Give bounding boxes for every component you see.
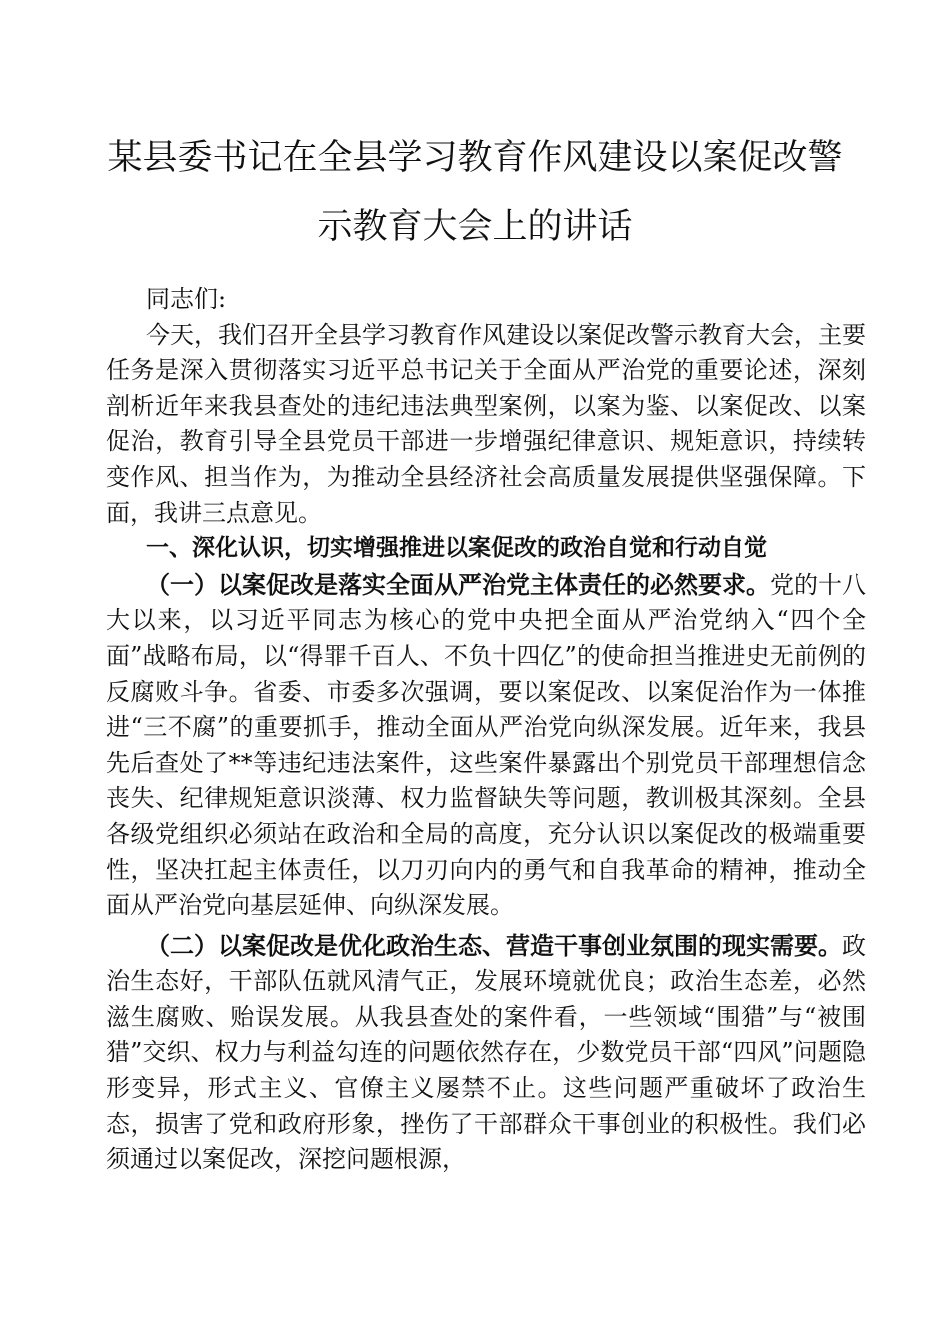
subsection-lead-2: （二）以案促改是优化政治生态、营造干事创业氛围的现实需要。 xyxy=(146,930,842,960)
subsection-paragraph-2 xyxy=(106,928,866,1178)
document-body xyxy=(106,282,866,1178)
document-title-line-1: 某县委书记在全县学习教育作风建设以案促改警 xyxy=(107,138,843,178)
section-heading-1: 一、深化认识，切实增强推进以案促改的政治自觉和行动自觉 xyxy=(146,535,767,562)
subsection-paragraph-1 xyxy=(106,567,866,924)
subsection-text-2: 政治生态好，干部队伍就风清气正，发展环境就优良；政治生态差，必然滋生腐败、贻误发展。从我县查处的案件看，一些领域“围猎”与“被围猎”交织、权力与利益勾连的问题依然存在，少数党员干部“四风”问题隐形变异，形式主义、官僚主义屡禁不止。这些问题严重破坏了政治生态，损害了党和政府形象，挫伤了干部群众干事创业的积极性。我们必须通过以案促改，深挖问题根源， xyxy=(106,931,866,1174)
subsection-lead-1: （一）以案促改是落实全面从严治党主体责任的必然要求。 xyxy=(146,569,770,599)
document-title-line-2: 示教育大会上的讲话 xyxy=(317,207,633,247)
subsection-text-1: 党的十八大以来，以习近平同志为核心的党中央把全面从严治党纳入“四个全面”战略布局，以“得罪千百人、不负十四亿”的使命担当推进史无前例的反腐败斗争。省委、市委多次强调，要以案促改、以案促治作为一体推进“三不腐”的重要抓手，推动全面从严治党向纵深发展。近年来，我县先后查处了**等违纪违法案件，这些案件暴露出个别党员干部理想信念丧失、纪律规矩意识淡薄、权力监督缺失等问题，教训极其深刻。全县各级党组织必须站在政治和全局的高度，充分认识以案促改的极端重要性，坚决扛起主体责任，以刀刃向内的勇气和自我革命的精神，推动全面从严治党向基层延伸、向纵深发展。 xyxy=(106,570,866,920)
salutation: 同志们: xyxy=(146,285,227,313)
intro-paragraph: 今天，我们召开全县学习教育作风建设以案促改警示教育大会，主要任务是深入贯彻落实习近平总书记关于全面从严治党的重要论述，深刻剖析近年来我县查处的违纪违法典型案例，以案为鉴、以案促改、以案促治，教育引导全县党员干部进一步增强纪律意识、规矩意识，持续转变作风、担当作为，为推动全县经济社会高质量发展提供坚强保障。下面，我讲三点意见。 xyxy=(106,320,866,527)
